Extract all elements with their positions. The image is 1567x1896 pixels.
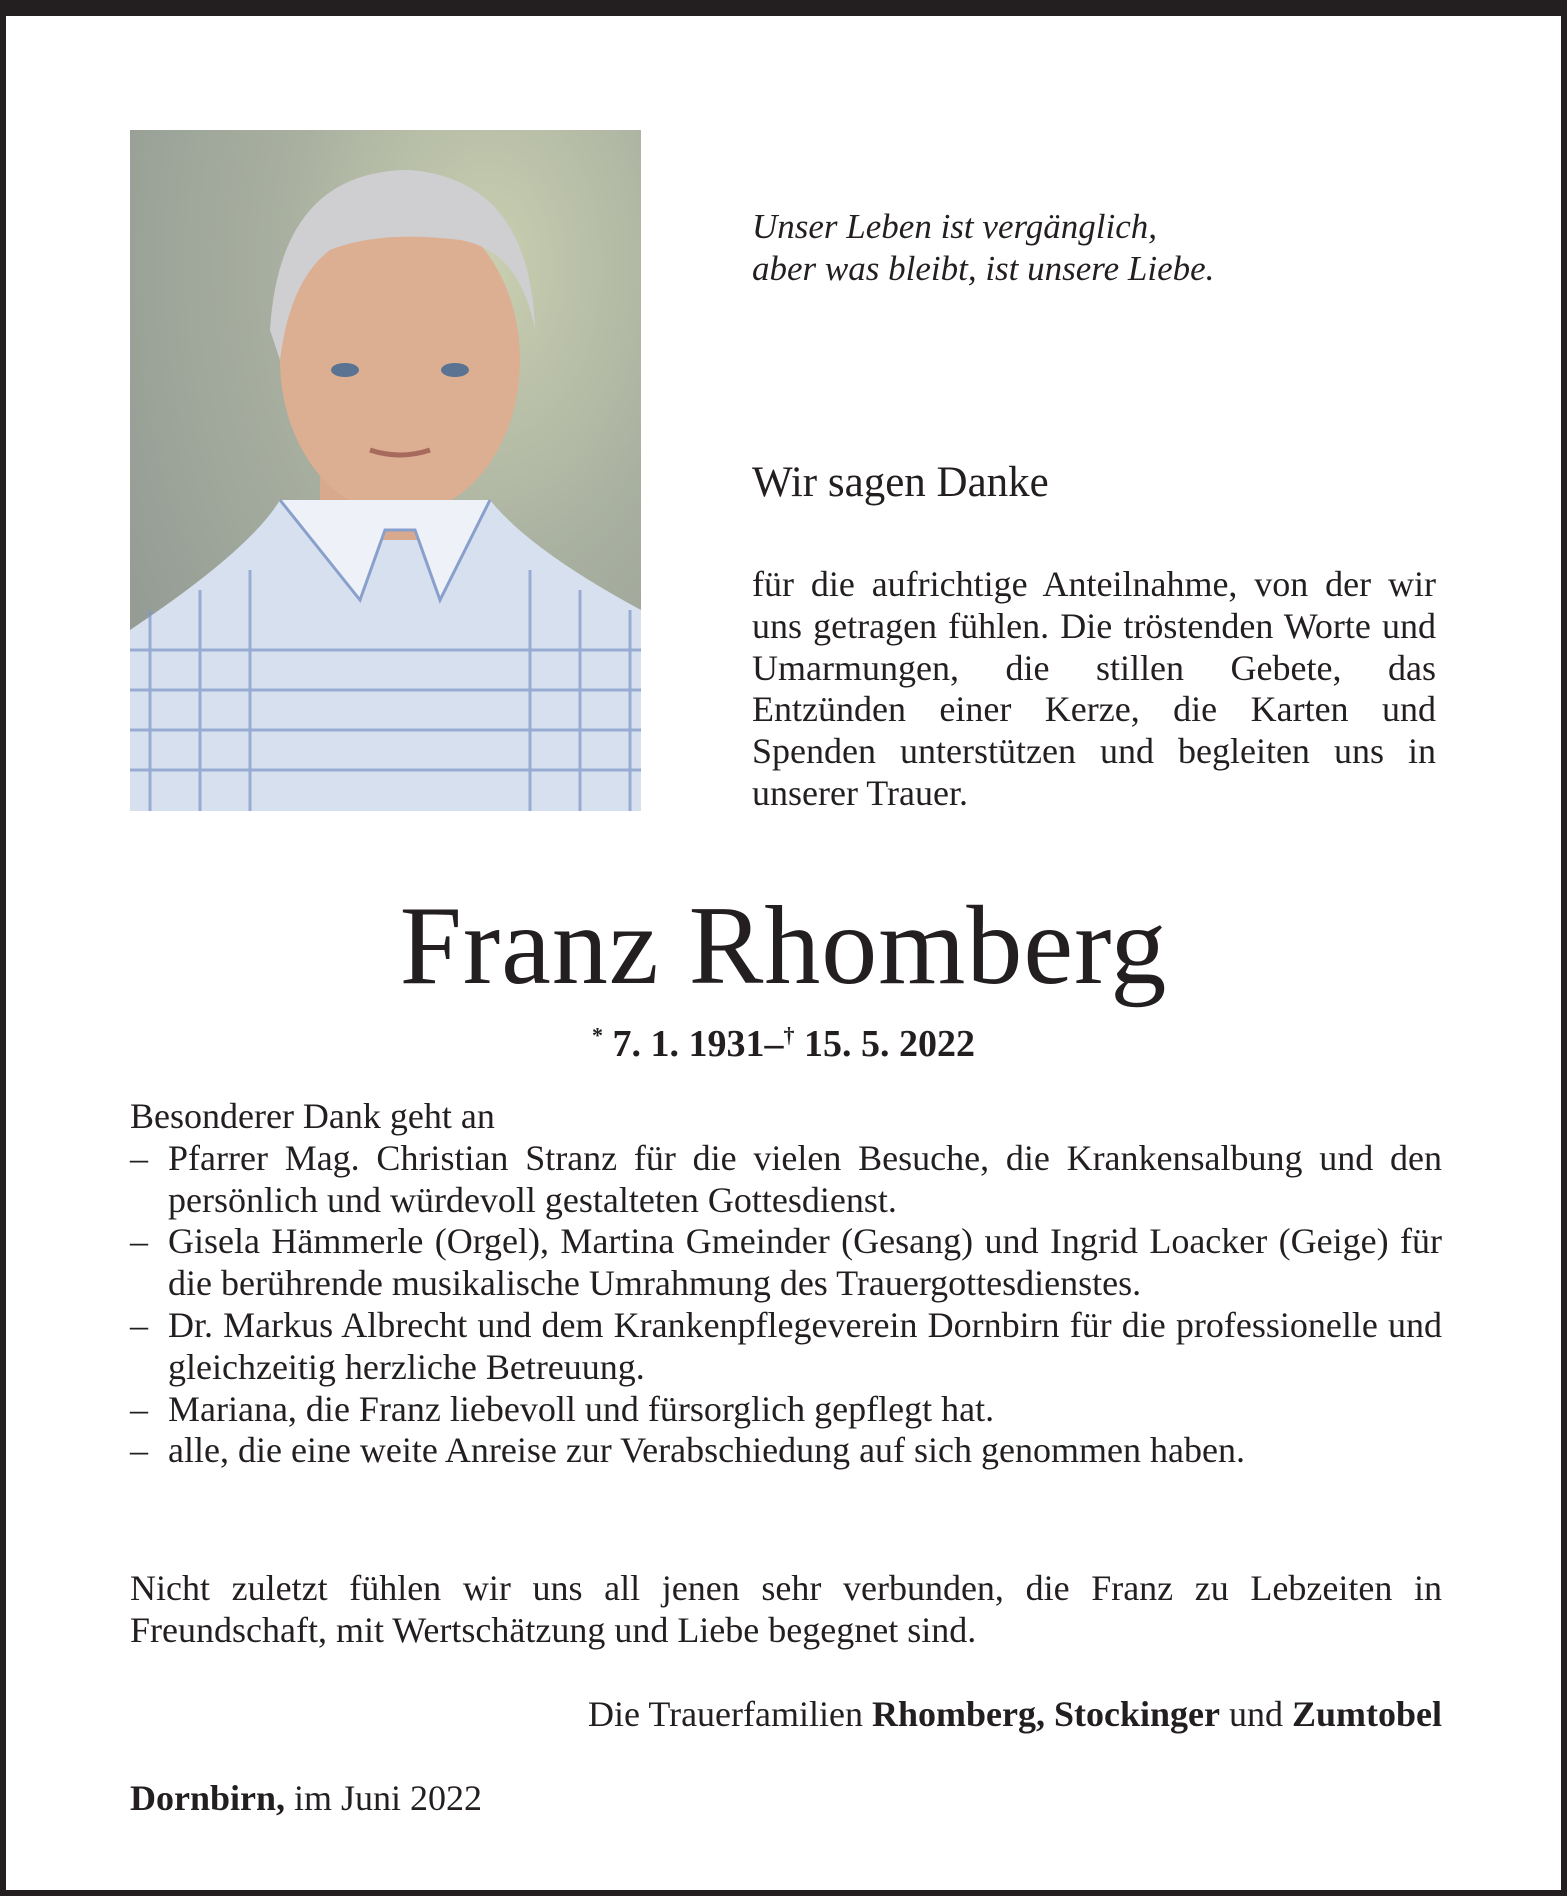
family-name: Rhomberg, bbox=[871, 1694, 1045, 1734]
portrait-photo bbox=[130, 130, 641, 811]
special-thanks-intro: Besonderer Dank geht an bbox=[130, 1096, 495, 1136]
closing-text: Nicht zuletzt fühlen wir uns all jenen sehr verbunden, die Franz zu Lebzeiten in Freundschaft, mit Wertschätzung und Liebe begegnet sind. bbox=[130, 1568, 1442, 1650]
list-item bbox=[130, 1305, 1442, 1389]
list-item-text: Dr. Markus Albrecht und dem Krankenpflegeverein Dornbirn für die professionelle und gleichzeitig herzliche Betreuung. bbox=[168, 1304, 1442, 1387]
family-name: Zumtobel bbox=[1291, 1694, 1442, 1734]
obituary-page bbox=[6, 16, 1561, 1890]
list-item bbox=[130, 1221, 1442, 1305]
thanks-heading: Wir sagen Danke bbox=[752, 459, 1049, 506]
birth-symbol: * bbox=[592, 1022, 603, 1048]
death-symbol: † bbox=[783, 1022, 795, 1048]
quote bbox=[752, 206, 1214, 290]
life-dates bbox=[6, 1022, 1561, 1066]
family-name: Stockinger bbox=[1053, 1694, 1220, 1734]
thanks-list bbox=[130, 1138, 1442, 1472]
special-thanks bbox=[130, 1096, 1442, 1472]
place-date-text: im Juni 2022 bbox=[294, 1778, 483, 1818]
dash: – bbox=[130, 1388, 148, 1429]
list-item-text: Mariana, die Franz liebevoll und fürsorglich gepflegt hat. bbox=[168, 1388, 995, 1429]
place-date bbox=[130, 1778, 1442, 1820]
place-city: Dornbirn, bbox=[130, 1778, 286, 1818]
list-item bbox=[130, 1430, 1442, 1472]
list-item-text: alle, die eine weite Anreise zur Verabschiedung auf sich genommen haben. bbox=[168, 1430, 1245, 1471]
date-separator: – bbox=[764, 1023, 784, 1065]
deceased-name: Franz Rhomberg bbox=[399, 884, 1168, 1008]
birth-date: 7. 1. 1931 bbox=[612, 1023, 765, 1065]
death-date: 15. 5. 2022 bbox=[804, 1023, 975, 1065]
dash: – bbox=[130, 1304, 148, 1345]
thanks-text: für die aufrichtige Anteilnahme, von der wir uns getragen fühlen. Die tröstenden Worte und Umarmungen, die stillen Gebete, das Entzünden einer Kerze, die Karten und Spenden unterstützen und begleiten uns in unserer Trauer. bbox=[752, 564, 1436, 813]
list-item bbox=[130, 1389, 1442, 1431]
signature bbox=[130, 1694, 1442, 1736]
list-item-text: Pfarrer Mag. Christian Stranz für die vielen Besuche, die Krankensalbung und den persönlich und würdevoll gestalteten Gottesdienst. bbox=[168, 1137, 1442, 1220]
dash: – bbox=[130, 1221, 148, 1262]
signature-prefix: Die Trauerfamilien bbox=[588, 1694, 863, 1734]
signature-and: und bbox=[1228, 1694, 1283, 1734]
list-item bbox=[130, 1138, 1442, 1222]
list-item-text: Gisela Hämmerle (Orgel), Martina Gmeinder (Gesang) und Ingrid Loacker (Geige) für die berührende musikalische Umrahmung des Trauergottesdienstes. bbox=[168, 1221, 1442, 1304]
quote-line: Unser Leben ist vergänglich, bbox=[752, 207, 1158, 246]
dash: – bbox=[130, 1430, 148, 1471]
dash: – bbox=[130, 1137, 148, 1178]
quote-line: aber was bleibt, ist unsere Liebe. bbox=[752, 249, 1215, 288]
